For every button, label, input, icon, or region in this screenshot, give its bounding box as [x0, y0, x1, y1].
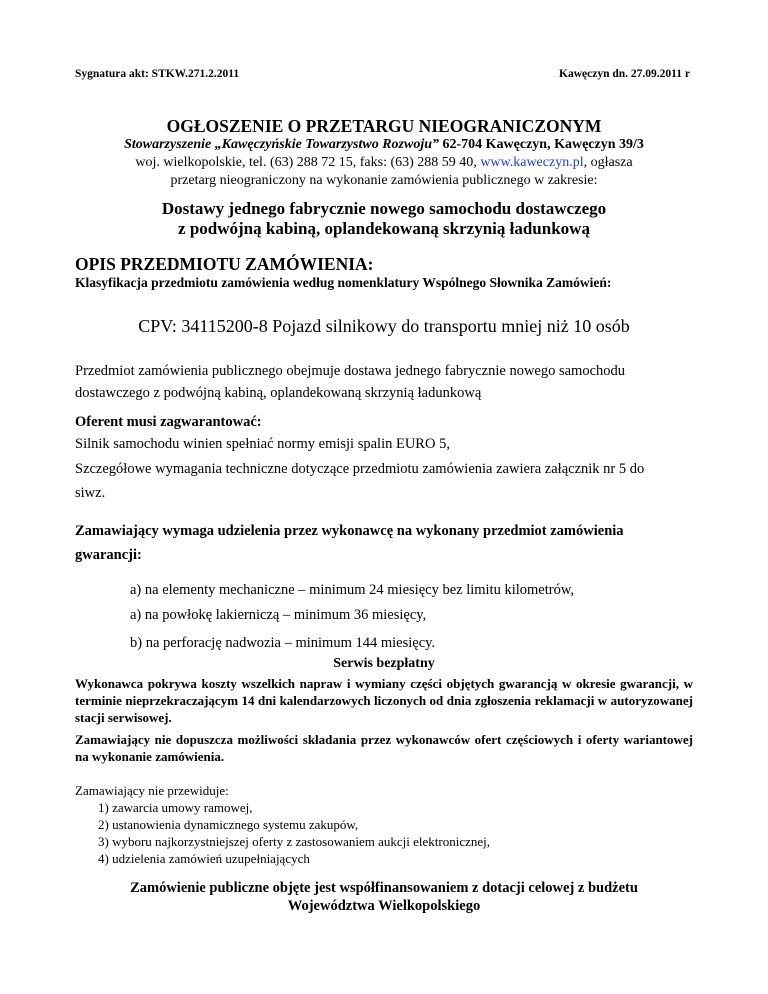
page-title: OGŁOSZENIE O PRZETARGU NIEOGRANICZONYM	[166, 116, 602, 136]
not-provided-item: 3) wyboru najkorzystniejszej oferty z zastosowaniem aukcji elektronicznej,	[98, 834, 491, 849]
website-link[interactable]: www.kaweczyn.pl	[480, 155, 584, 170]
not-provided-item: 4) udzielenia zamówień uzupełniających	[98, 851, 310, 866]
warranty-item: a) na powłokę lakierniczą – minimum 36 miesięcy,	[130, 607, 427, 623]
not-provided-heading: Zamawiający nie przewiduje:	[75, 783, 229, 798]
contact-line	[0, 155, 768, 171]
warranty-heading-2: gwarancji:	[75, 547, 142, 563]
variants-text: Zamawiający nie dopuszcza możliwości składania przez wykonawców ofert częściowych i oferty wariantowej na wykonanie zamówienia.	[75, 732, 693, 764]
subject-line-1: Dostawy jednego fabrycznie nowego samochodu dostawczego	[161, 199, 607, 218]
description-heading: OPIS PRZEDMIOTU ZAMÓWIENIA:	[75, 254, 374, 274]
funding-line-2: Województwa Wielkopolskiego	[287, 898, 481, 914]
scope-line-1: Przedmiot zamówienia publicznego obejmuje dostawa jednego fabrycznie nowego samochodu	[75, 363, 626, 379]
contact-suffix: , ogłasza	[583, 155, 633, 170]
organization-address: 62-704 Kawęczyn, Kawęczyn 39/3	[439, 137, 644, 152]
classification-text: Klasyfikacja przedmiotu zamówienia według nomenklatury Wspólnego Słownika Zamówień:	[75, 275, 612, 290]
organization-line	[0, 137, 768, 153]
place-date: Kawęczyn dn. 27.09.2011 r	[559, 68, 690, 80]
scope-line-2: dostawczego z podwójną kabiną, oplandekowaną skrzynią ładunkową	[75, 385, 482, 401]
subject-line-2: z podwójną kabiną, oplandekowaną skrzynią ładunkową	[178, 219, 590, 238]
funding-line-1: Zamówienie publiczne objęte jest współfinansowaniem z dotacji celowej z budżetu	[130, 880, 638, 896]
service-text: Wykonawca pokrywa koszty wszelkich napraw i wymiany części objętych gwarancją w okresie gwarancji, w terminie nieprzekraczającym 14 dni kalendarzowych liczonych od dnia zgłoszenia reklamacji w autoryzowanej stacji serwisowej.	[75, 676, 693, 725]
warranty-item: b) na perforację nadwozia – minimum 144 miesięcy.	[130, 635, 436, 651]
organization-name: Stowarzyszenie „Kawęczyńskie Towarzystwo Rozwoju”	[124, 137, 439, 152]
intro-line: przetarg nieograniczony na wykonanie zamówienia publicznego w zakresie:	[170, 173, 598, 188]
signature: Sygnatura akt: STKW.271.2.2011	[75, 68, 240, 80]
requirement-attachment-cont: siwz.	[75, 485, 106, 501]
cpv-code: CPV: 34115200-8 Pojazd silnikowy do transportu mniej niż 10 osób	[138, 316, 630, 336]
not-provided-item: 2) ustanowienia dynamicznego systemu zakupów,	[98, 817, 359, 832]
warranty-heading-1: Zamawiający wymaga udzielenia przez wykonawcę na wykonany przedmiot zamówienia	[75, 523, 624, 539]
not-provided-item: 1) zawarcia umowy ramowej,	[98, 800, 253, 815]
contact-prefix: woj. wielkopolskie, tel. (63) 288 72 15, faks: (63) 288 59 40,	[135, 155, 481, 170]
requirements-heading: Oferent musi zagwarantować:	[75, 414, 262, 430]
requirement-attachment: Szczegółowe wymagania techniczne dotyczące przedmiotu zamówienia zawiera załącznik nr 5 do	[75, 461, 645, 477]
service-heading: Serwis bezpłatny	[333, 656, 435, 671]
requirement-emission: Silnik samochodu winien spełniać normy emisji spalin EURO 5,	[75, 436, 450, 452]
warranty-item: a) na elementy mechaniczne – minimum 24 miesięcy bez limitu kilometrów,	[130, 582, 574, 598]
